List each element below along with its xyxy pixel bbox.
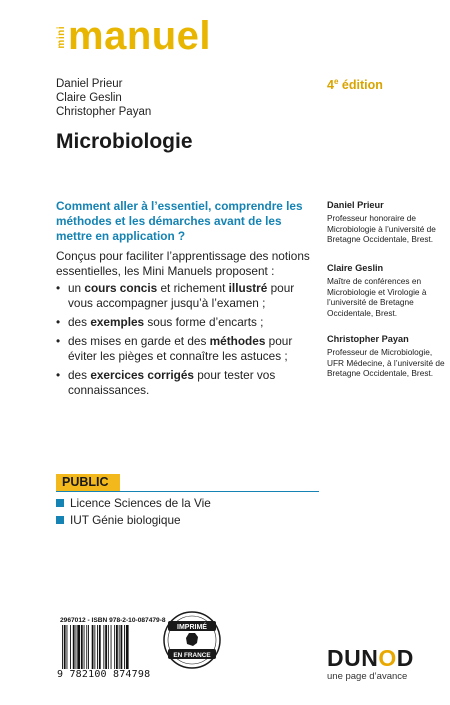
edition-label: 4e édition <box>327 77 383 93</box>
bio-desc: Professeur honoraire de Microbiologie à l’université de Bretagne Occidentale, Brest. <box>327 213 436 245</box>
bio-name: Daniel Prieur <box>327 200 384 210</box>
logo-main-text: manuel <box>68 14 212 58</box>
bio-name: Christopher Payan <box>327 334 409 344</box>
public-label: PUBLIC <box>56 474 120 491</box>
author-name: Christopher Payan <box>56 106 152 118</box>
author-bio <box>327 263 445 318</box>
author-bio <box>327 334 445 379</box>
public-item: IUT Génie biologique <box>56 513 181 527</box>
author-list <box>56 77 151 119</box>
svg-text:EN FRANCE: EN FRANCE <box>173 652 211 659</box>
bio-desc: Maître de conférences en Microbiologie et Virologie à l’université de Bretagne Occidentale, Brest. <box>327 276 427 318</box>
feature-item: • un cours concis et richement illustré pour vous accompagner jusqu’à l’examen ; <box>56 281 318 311</box>
feature-list <box>56 281 318 402</box>
author-name: Daniel Prieur <box>56 78 123 90</box>
imprime-en-france-seal-icon <box>162 610 222 670</box>
bio-desc: Professeur de Microbiologie, UFR Médecine, à l’université de Bretagne Occidentale, Brest. <box>327 347 445 379</box>
barcode-digits: 9 782100 874798 <box>57 669 151 680</box>
feature-item: • des mises en garde et des méthodes pour éviter les pièges et connaître les astuces ; <box>56 334 318 364</box>
publisher-tagline: une page d’avance <box>327 671 408 682</box>
barcode-image <box>60 625 152 671</box>
author-bio <box>327 200 445 245</box>
feature-item: • des exemples sous forme d’encarts ; <box>56 315 318 330</box>
bio-name: Claire Geslin <box>327 263 384 273</box>
square-bullet-icon <box>56 516 64 524</box>
author-name: Claire Geslin <box>56 92 122 104</box>
public-divider <box>56 491 319 492</box>
public-item: Licence Sciences de la Vie <box>56 496 211 510</box>
intro-text: Conçus pour faciliter l’apprentissage des notions essentielles, les Mini Manuels proposent : <box>56 249 310 278</box>
logo-mini-text: mini <box>56 26 67 49</box>
isbn-label: 2967012 - ISBN 978-2-10-087479-8 <box>60 617 166 624</box>
intro-question: Comment aller à l’essentiel, comprendre les méthodes et les démarches avant de les mettre en application ? <box>56 199 303 243</box>
publisher-logo: DUNOD <box>327 645 414 671</box>
book-title: Microbiologie <box>56 130 193 153</box>
square-bullet-icon <box>56 499 64 507</box>
svg-text:IMPRIMÉ: IMPRIMÉ <box>177 624 207 631</box>
feature-item: • des exercices corrigés pour tester vos connaissances. <box>56 368 318 398</box>
